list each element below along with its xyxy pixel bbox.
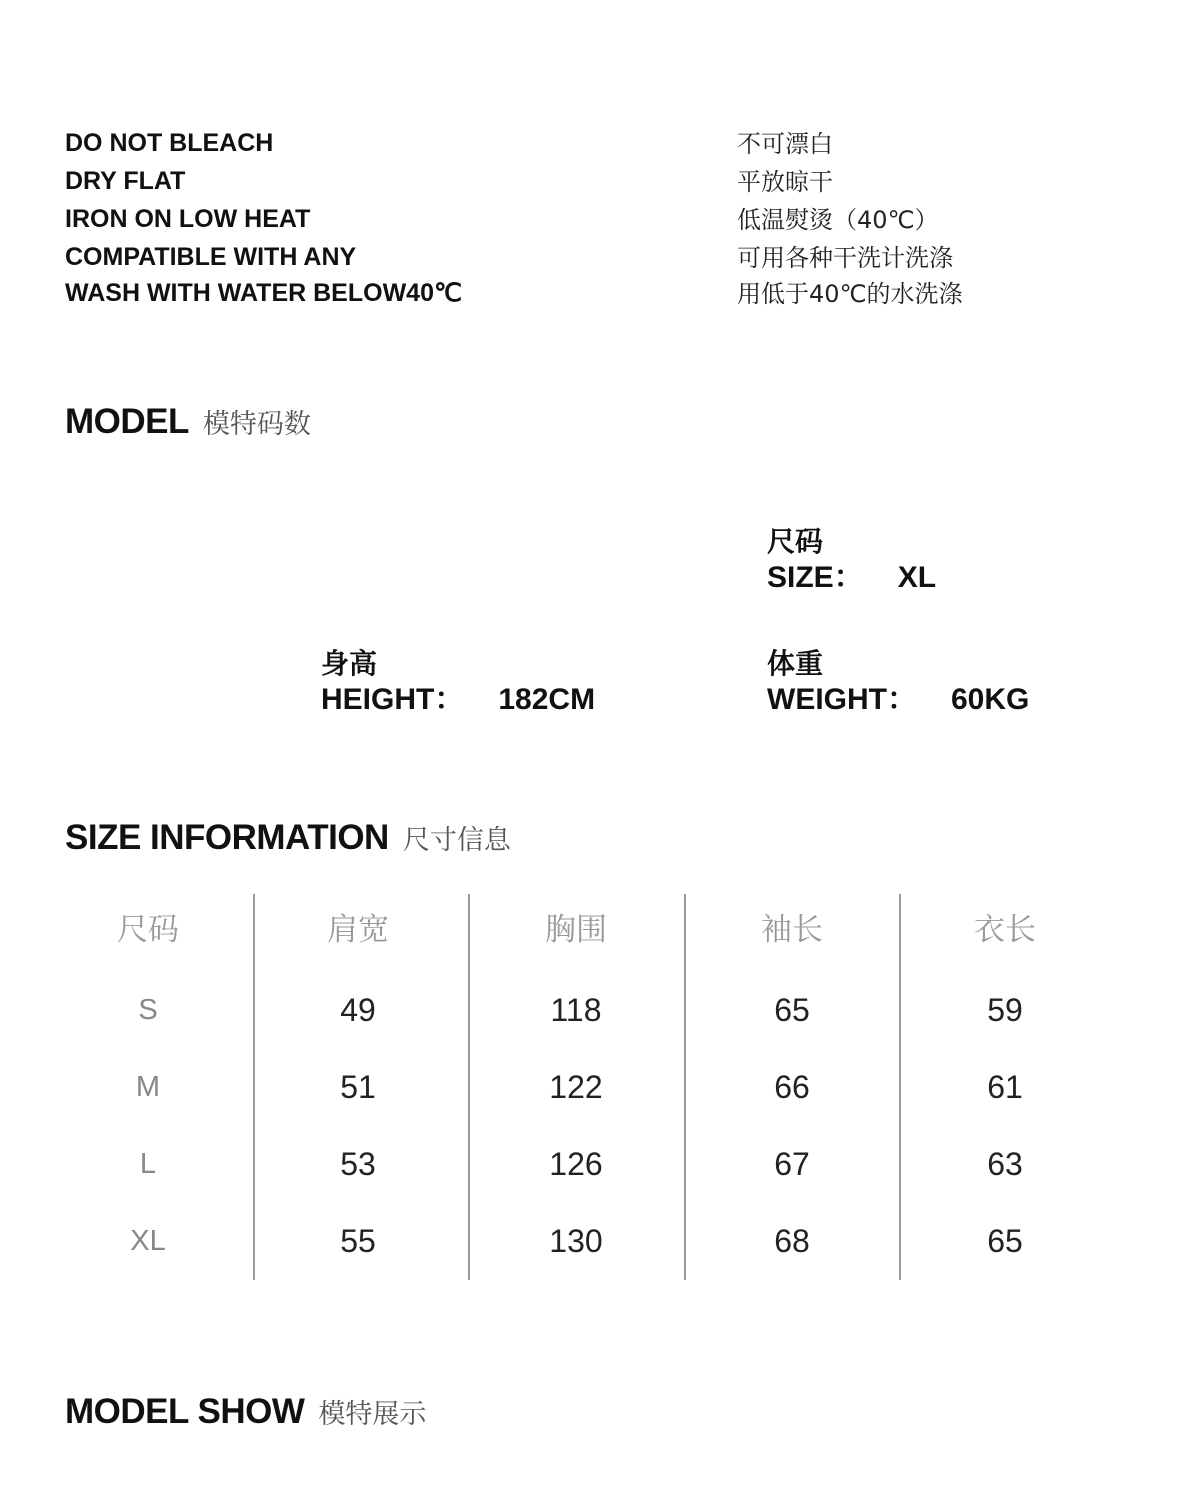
table-cell: 61 bbox=[987, 1069, 1023, 1105]
model-height-label-cn: 身高 bbox=[321, 647, 378, 680]
table-cell-size: XL bbox=[130, 1225, 166, 1257]
table-cell-size: M bbox=[135, 1071, 161, 1103]
table-cell-size: S bbox=[138, 994, 158, 1026]
table-cell: 65 bbox=[987, 1223, 1023, 1259]
table-cell: 59 bbox=[987, 992, 1023, 1028]
table-header: 肩宽 bbox=[327, 912, 389, 948]
table-cell: 51 bbox=[340, 1069, 376, 1105]
section-title-cn: 模特码数 bbox=[202, 409, 311, 440]
table-cell: 66 bbox=[774, 1069, 810, 1105]
care-item-en: DO NOT BLEACH bbox=[65, 129, 274, 157]
table-cell: 126 bbox=[549, 1146, 603, 1182]
section-title-cn: 尺寸信息 bbox=[402, 825, 511, 856]
table-cell: 65 bbox=[774, 992, 810, 1028]
model-height bbox=[321, 646, 595, 718]
model-weight-value: 60KG bbox=[951, 683, 1030, 716]
table-cell: 49 bbox=[340, 992, 376, 1028]
table-header: 胸围 bbox=[545, 912, 607, 948]
care-item-cn: 低温熨烫（40℃） bbox=[737, 206, 939, 234]
model-show-section-title bbox=[65, 1392, 426, 1432]
column-divider bbox=[253, 894, 255, 1280]
care-item-en: IRON ON LOW HEAT bbox=[65, 205, 311, 233]
care-item-cn: 不可漂白 bbox=[737, 130, 833, 158]
table-cell: 68 bbox=[774, 1223, 810, 1259]
care-item-en: DRY FLAT bbox=[65, 167, 186, 195]
model-weight-label-cn: 体重 bbox=[767, 647, 824, 680]
model-size bbox=[767, 524, 936, 596]
section-title-en: MODEL bbox=[65, 402, 189, 441]
column-divider bbox=[684, 894, 686, 1280]
model-size-value: XL bbox=[897, 561, 937, 594]
table-header: 衣长 bbox=[974, 912, 1036, 948]
column-divider bbox=[468, 894, 470, 1280]
table-header: 袖长 bbox=[761, 912, 823, 948]
table-cell: 130 bbox=[549, 1223, 603, 1259]
column-divider bbox=[899, 894, 901, 1280]
table-cell: 63 bbox=[987, 1146, 1023, 1182]
care-item-cn: 平放晾干 bbox=[737, 168, 833, 196]
section-title-cn: 模特展示 bbox=[318, 1399, 427, 1430]
table-cell: 53 bbox=[340, 1146, 376, 1182]
section-title-en: SIZE INFORMATION bbox=[65, 818, 389, 857]
section-title-en: MODEL SHOW bbox=[65, 1392, 305, 1431]
model-section-title bbox=[65, 402, 311, 442]
care-item-en: COMPATIBLE WITH ANY bbox=[65, 243, 357, 271]
model-height-label-en: HEIGHT： 182CM bbox=[321, 683, 596, 716]
table-cell: 118 bbox=[550, 992, 602, 1028]
model-size-label-en: SIZE： XL bbox=[767, 561, 937, 594]
care-item-cn: 用低于40℃的水洗涤 bbox=[737, 280, 963, 308]
table-cell-size: L bbox=[139, 1148, 157, 1180]
care-item-en: WASH WITH WATER BELOW40℃ bbox=[65, 279, 463, 307]
model-height-value: 182CM bbox=[498, 683, 596, 716]
model-weight bbox=[767, 646, 1029, 718]
model-weight-label-en: WEIGHT： 60KG bbox=[767, 683, 1030, 716]
size-section-title bbox=[65, 818, 511, 858]
table-cell: 122 bbox=[549, 1069, 603, 1105]
model-size-label-cn: 尺码 bbox=[767, 525, 824, 558]
table-header: 尺码 bbox=[117, 912, 179, 948]
care-item-cn: 可用各种干洗计洗涤 bbox=[737, 244, 953, 272]
table-cell: 55 bbox=[340, 1223, 376, 1259]
table-cell: 67 bbox=[774, 1146, 810, 1182]
